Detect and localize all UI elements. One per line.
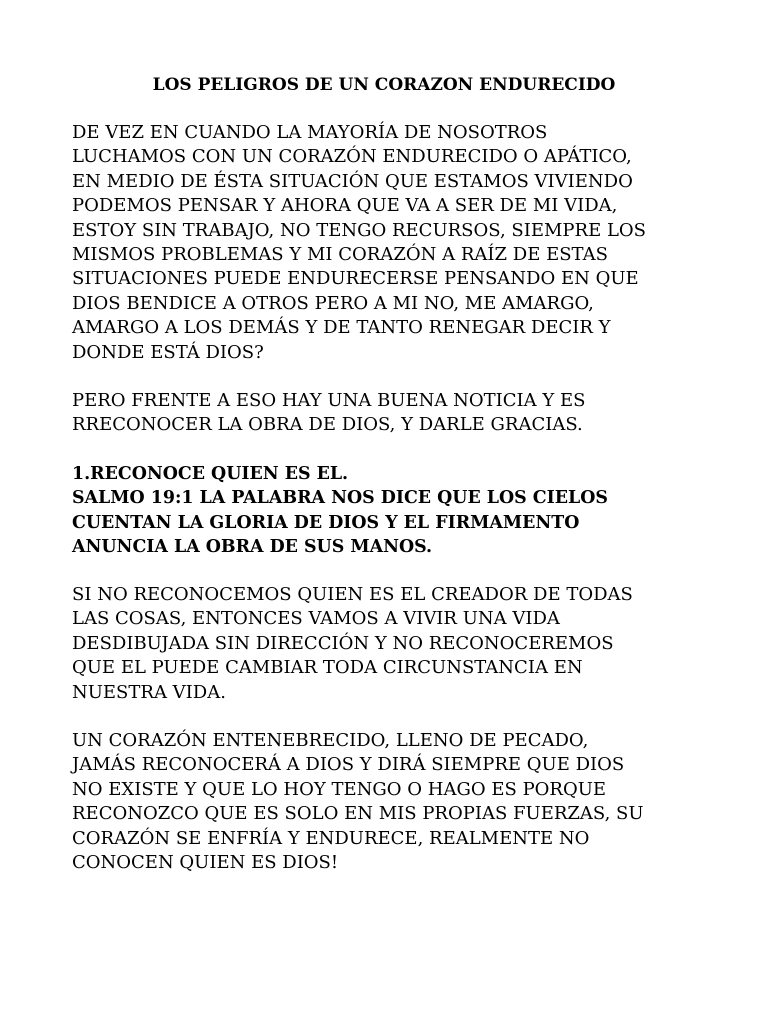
text-line: CORAZÓN SE ENFRÍA Y ENDURECE, REALMENTE NO: [72, 827, 590, 849]
paragraph-creator: [72, 583, 696, 705]
text-line: NO EXISTE Y QUE LO HOY TENGO O HAGO ES PORQUE: [72, 778, 607, 800]
text-line: LAS COSAS, ENTONCES VAMOS A VIVIR UNA VIDA: [72, 608, 560, 630]
text-line: DE VEZ EN CUANDO LA MAYORÍA DE NOSOTROS: [72, 122, 548, 143]
text-line: NUESTRA VIDA.: [72, 681, 226, 703]
text-line: DESDIBUJADA SIN DIRECCIÓN Y NO RECONOCEREMOS: [72, 632, 614, 654]
text-line: ESTOY SIN TRABAJO, NO TENGO RECURSOS, SIEMPRE LOS: [72, 219, 647, 241]
text-line: PODEMOS PENSAR Y AHORA QUE VA A SER DE MI VIDA,: [72, 195, 618, 217]
text-line: RRECONOCER LA OBRA DE DIOS, Y DARLE GRACIAS.: [72, 414, 583, 436]
text-line: JAMÁS RECONOCERÁ A DIOS Y DIRÁ SIEMPRE QUE DIOS: [72, 754, 625, 776]
text-line: DIOS BENDICE A OTROS PERO A MI NO, ME AMARGO,: [72, 292, 594, 314]
text-line: PERO FRENTE A ESO HAY UNA BUENA NOTICIA Y ES: [72, 390, 586, 411]
section-heading-psalm: [72, 462, 696, 560]
text-line: CONOCEN QUIEN ES DIOS!: [72, 851, 339, 873]
scripture-line: SALMO 19:1 LA PALABRA NOS DICE QUE LOS CIELOS: [72, 488, 608, 509]
text-line: QUE EL PUEDE CAMBIAR TODA CIRCUNSTANCIA EN: [72, 657, 583, 679]
scripture-line: ANUNCIA LA OBRA DE SUS MANOS.: [72, 537, 433, 558]
text-line: DONDE ESTÁ DIOS?: [72, 341, 264, 363]
text-line: SI NO RECONOCEMOS QUIEN ES EL CREADOR DE TODAS: [72, 584, 633, 605]
section-heading: 1.RECONOCE QUIEN ES EL.: [72, 464, 349, 484]
paragraph-darkened-heart: [72, 729, 696, 875]
text-line: RECONOZCO QUE ES SOLO EN MIS PROPIAS FUERZAS, SU: [72, 803, 644, 825]
text-line: MISMOS PROBLEMAS Y MI CORAZÓN A RAÍZ DE ESTAS: [72, 243, 608, 265]
text-line: UN CORAZÓN ENTENEBRECIDO, LLENO DE PECADO,: [72, 730, 589, 751]
text-line: AMARGO A LOS DEMÁS Y DE TANTO RENEGAR DECIR Y: [72, 317, 611, 339]
page-title: LOS PELIGROS DE UN CORAZON ENDURECIDO: [152, 75, 616, 95]
text-line: LUCHAMOS CON UN CORAZÓN ENDURECIDO O APÁTICO,: [72, 146, 632, 168]
text-line: EN MEDIO DE ÉSTA SITUACIÓN QUE ESTAMOS VIVIENDO: [72, 170, 633, 192]
paragraph-good-news: [72, 389, 696, 438]
text-line: SITUACIONES PUEDE ENDURECERSE PENSANDO EN QUE: [72, 268, 639, 290]
paragraph-intro: [72, 121, 696, 365]
scripture-line: CUENTAN LA GLORIA DE DIOS Y EL FIRMAMENTO: [72, 512, 580, 533]
